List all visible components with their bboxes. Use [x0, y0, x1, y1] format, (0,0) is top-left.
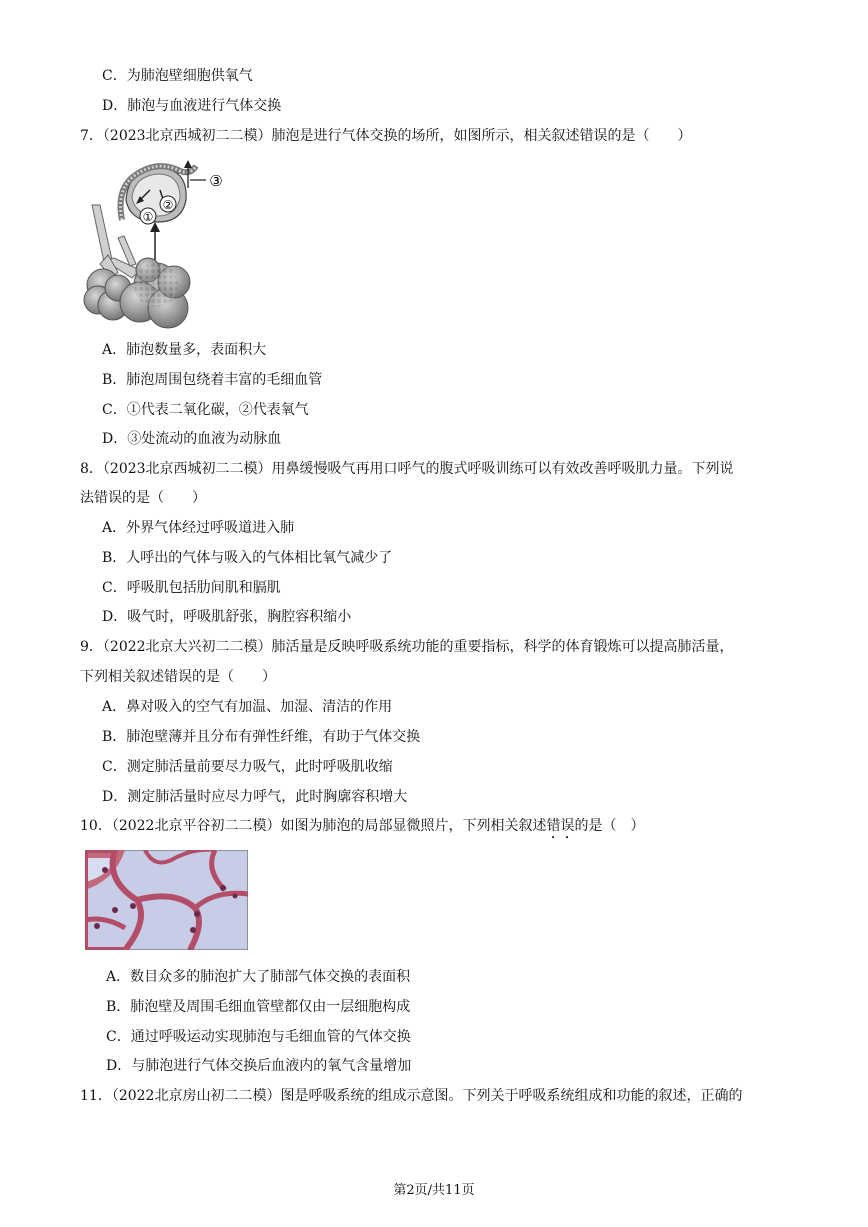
q11-stem-line1: 11．（2022北京房山初二二模）图是呼吸系统的组成示意图。下列关于呼吸系统组成和功能的叙述，正确的 — [80, 1088, 743, 1104]
q10-stem-pre: 10．（2022北京平谷初二二模）如图为肺泡的局部显微照片，下列相关叙述 — [80, 818, 547, 834]
q8-option-c: C．呼吸肌包括肋间肌和膈肌 — [102, 580, 281, 596]
q10-stem-post: 的是（ ） — [574, 818, 645, 834]
alveoli-diagram — [78, 160, 248, 330]
q10-option-c: C．通过呼吸运动实现肺泡与毛细血管的气体交换 — [106, 1029, 411, 1045]
q7-option-d: D．③处流动的血液为动脉血 — [102, 431, 282, 447]
q10-stem — [80, 816, 644, 842]
q7-stem: 7．（2023北京西城初二二模）肺泡是进行气体交换的场所，如图所示，相关叙述错误的是（ ） — [80, 128, 692, 144]
q8-option-a: A．外界气体经过呼吸道进入肺 — [102, 520, 295, 536]
q8-stem-line1: 8．（2023北京西城初二二模）用鼻缓慢吸气再用口呼气的腹式呼吸训练可以有效改善呼吸肌力量。下列说 — [80, 461, 734, 477]
q7-option-c: C．①代表二氧化碳，②代表氧气 — [102, 402, 309, 418]
q9-option-b: B．肺泡壁薄并且分布有弹性纤维，有助于气体交换 — [102, 729, 421, 745]
q9-stem-line1: 9．（2022北京大兴初二二模）肺活量是反映呼吸系统功能的重要指标，科学的体育锻炼可以提高肺活量， — [80, 639, 734, 655]
q9-option-a: A．鼻对吸入的空气有加温、加湿、清洁的作用 — [102, 699, 393, 715]
q10-option-b: B．肺泡壁及周围毛细血管壁都仅由一层细胞构成 — [106, 999, 411, 1015]
q6-option-d: D．肺泡与血液进行气体交换 — [102, 98, 282, 114]
q10-option-d: D．与肺泡进行气体交换后血液内的氧气含量增加 — [106, 1058, 412, 1074]
page-footer: 第2页/共11页 — [393, 1183, 475, 1198]
q10-option-a: A．数目众多的肺泡扩大了肺部气体交换的表面积 — [106, 969, 411, 985]
q8-stem-line2: 法错误的是（ ） — [80, 490, 206, 506]
q8-option-d: D．吸气时，呼吸肌舒张，胸腔容积缩小 — [102, 609, 352, 625]
q9-option-c: C．测定肺活量前要尽力吸气，此时呼吸肌收缩 — [102, 759, 393, 775]
q6-option-c: C．为肺泡壁细胞供氧气 — [102, 68, 253, 84]
q9-option-d: D．测定肺活量时应尽力呼气，此时胸廓容积增大 — [102, 789, 408, 805]
label-3: ③ — [209, 172, 223, 190]
q8-option-b: B．人呼出的气体与吸入的气体相比氧气减少了 — [102, 550, 393, 566]
q7-option-b: B．肺泡周围包绕着丰富的毛细血管 — [102, 372, 323, 388]
label-2: ② — [162, 198, 174, 212]
q7-option-a: A．肺泡数量多，表面积大 — [102, 342, 267, 358]
q9-stem-line2: 下列相关叙述错误的是（ ） — [80, 669, 276, 685]
q10-stem-emphasis: 错误 — [546, 818, 575, 834]
alveoli-micrograph — [85, 850, 248, 950]
label-1: ① — [142, 210, 154, 224]
